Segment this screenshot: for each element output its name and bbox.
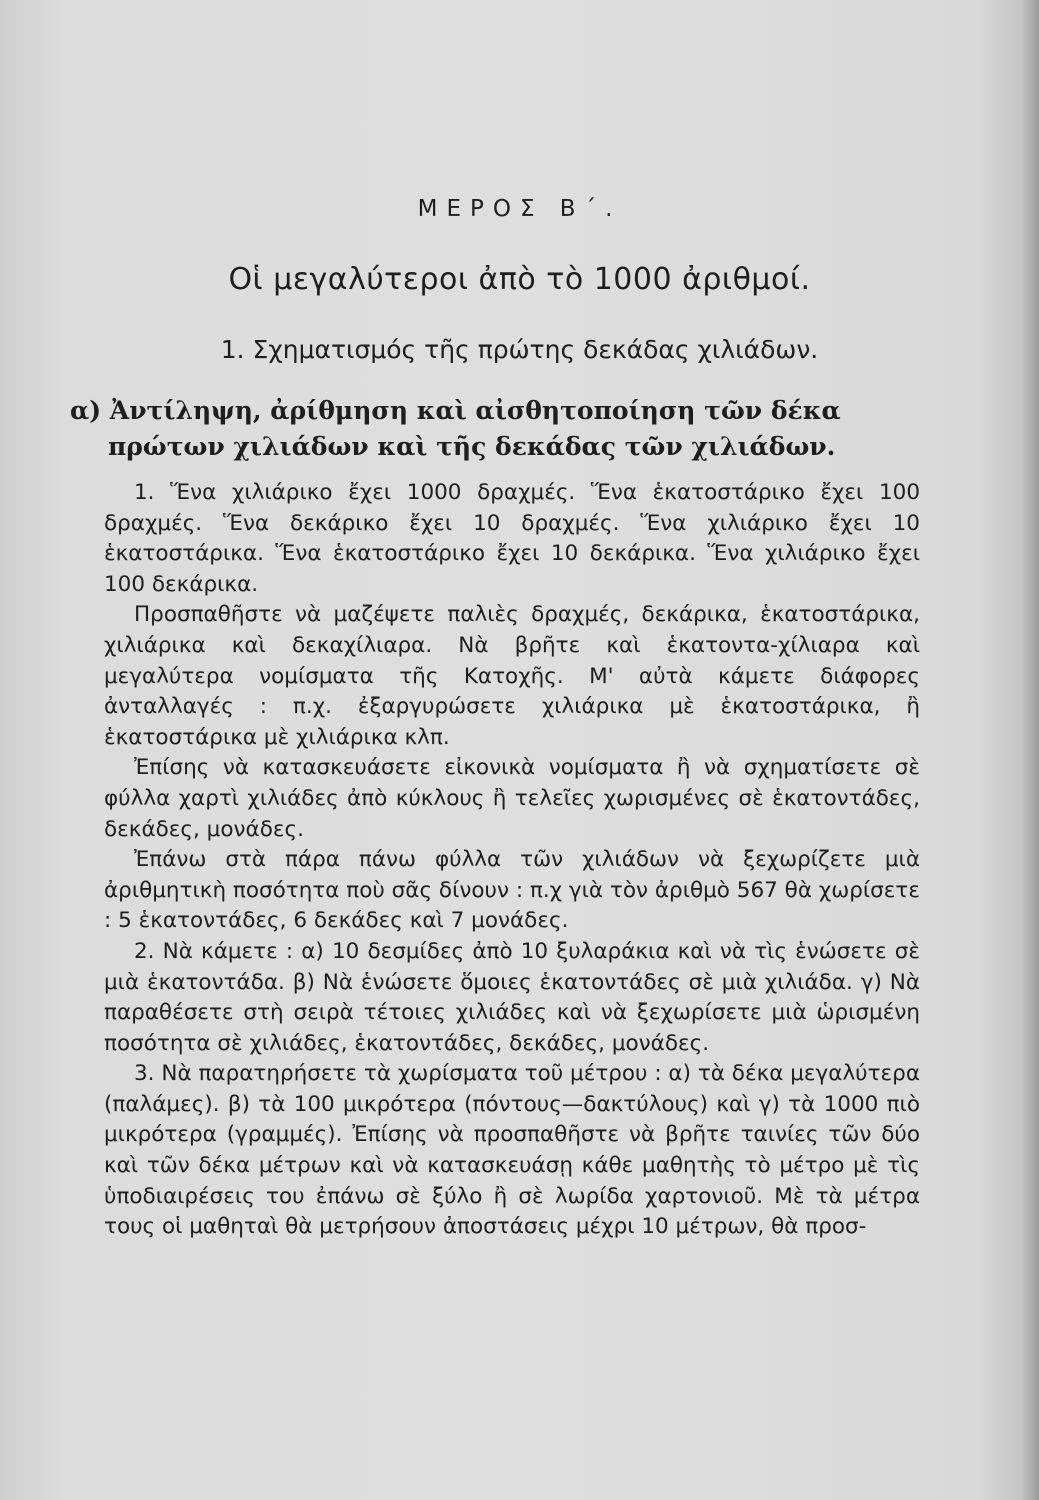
paragraph-6: 3. Νὰ παρατηρήσετε τὰ χωρίσματα τοῦ μέτρου : α) τὰ δέκα μεγαλύτερα (παλάμες). β) τὰ 100 μικρότερα (πόντους—δακτύλους) καὶ γ) τὰ 1000 πιὸ μικρότερα (γραμμές). Ἐπίσης νὰ προσπαθῆστε νὰ βρῆτε ταινίες τῶν δύο καὶ τῶν δέκα μέτρων καὶ νὰ κατασκευάσῃ κάθε μαθητὴς τὸ μέτρο μὲ τὶς ὑποδιαιρέσεις του ἐπάνω σὲ ξύλο ἢ σὲ λωρίδα χαρτονιοῦ. Μὲ τὰ μέτρα τους οἱ μαθηταὶ θὰ μετρήσουν ἀποστάσεις μέχρι 10 μέτρων, θὰ προσ- [104, 1061, 920, 1240]
paragraph-4: Ἐπάνω στὰ πάρα πάνω φύλλα τῶν χιλιάδων νὰ ξεχωρίζετε μιὰ ἀριθμητικὴ ποσότητα ποὺ σᾶς δίνουν : π.χ γιὰ τὸν ἀριθμὸ 567 θὰ χωρίσετε : 5 ἑκατοντάδες, 6 δεκάδες καὶ 7 μονάδες. [104, 847, 920, 934]
subsection-label: α) [70, 396, 102, 425]
paragraph-1: 1. Ἕνα χιλιάρικο ἔχει 1000 δραχμές. Ἕνα ἑκατοστάρικο ἔχει 100 δραχμές. Ἕνα δεκάρικο ἔχει 10 δραχμές. Ἕνα χιλιάρικο ἔχει 10 ἑκατοστάρικα. Ἕνα ἑκατοστάρικο ἔχει 10 δεκάρικα. Ἕνα χιλιάρικο ἔχει 100 δεκάρικα. [104, 480, 920, 597]
subsection-text: Ἀντίληψη, ἀρίθμηση καὶ αἰσθητοποίηση τῶν δέκα πρώτων χιλιάδων καὶ τῆς δεκάδας τῶν χιλιάδων. [108, 396, 841, 461]
paragraph-5: 2. Νὰ κάμετε : α) 10 δεσμίδες ἀπὸ 10 ξυλαράκια καὶ νὰ τὶς ἑνώσετε σὲ μιὰ ἑκατοντάδα. β) Νὰ ἑνώσετε ὅμοιες ἑκατοντάδες σὲ μιὰ χιλιάδα. γ) Νὰ παραθέσετε στὴ σειρὰ τέτοιες χιλιάδες καὶ νὰ ξεχωρίσετε μιὰ ὡρισμένη ποσότητα σὲ χιλιάδες, ἑκατοντάδες, δεκάδες, μονάδες. [104, 938, 920, 1056]
page-edge-shadow [1021, 0, 1039, 1500]
paragraph-2: Προσπαθῆστε νὰ μαζέψετε παλιὲς δραχμές, δεκάρικα, ἑκατοστάρικα, χιλιάρικα καὶ δεκαχίλιαρα. Νὰ βρῆτε καὶ ἑκατοντα-χίλιαρα καὶ μεγαλύτερα νομίσματα τῆς Κατοχῆς. Μ' αὐτὰ κάμετε διάφορες ἀνταλλαγές : π.χ. ἐξαργυρώσετε χιλιάρικα μὲ ἑκατοστάρικα, ἢ ἑκατοστάρικα μὲ χιλιάρικα κλπ. [104, 602, 920, 750]
section-title: 1. Σχηματισμός τῆς πρώτης δεκάδας χιλιάδων. [220, 335, 819, 364]
body-text [104, 478, 920, 1243]
chapter-title: Οἱ μεγαλύτεροι ἀπὸ τὸ 1000 ἀριθμοί. [228, 262, 811, 297]
part-heading: ΜΕΡΟΣ Β΄. [417, 196, 622, 222]
subsection-heading [70, 393, 908, 465]
paragraph-3: Ἐπίσης νὰ κατασκευάσετε εἰκονικὰ νομίσματα ἢ νὰ σχηματίσετε σὲ φύλλα χαρτὶ χιλιάδες ἀπὸ κύκλους ἢ τελεῖες χωρισμένες σὲ ἑκατοντάδες, δεκάδες, μονάδες. [104, 755, 920, 842]
